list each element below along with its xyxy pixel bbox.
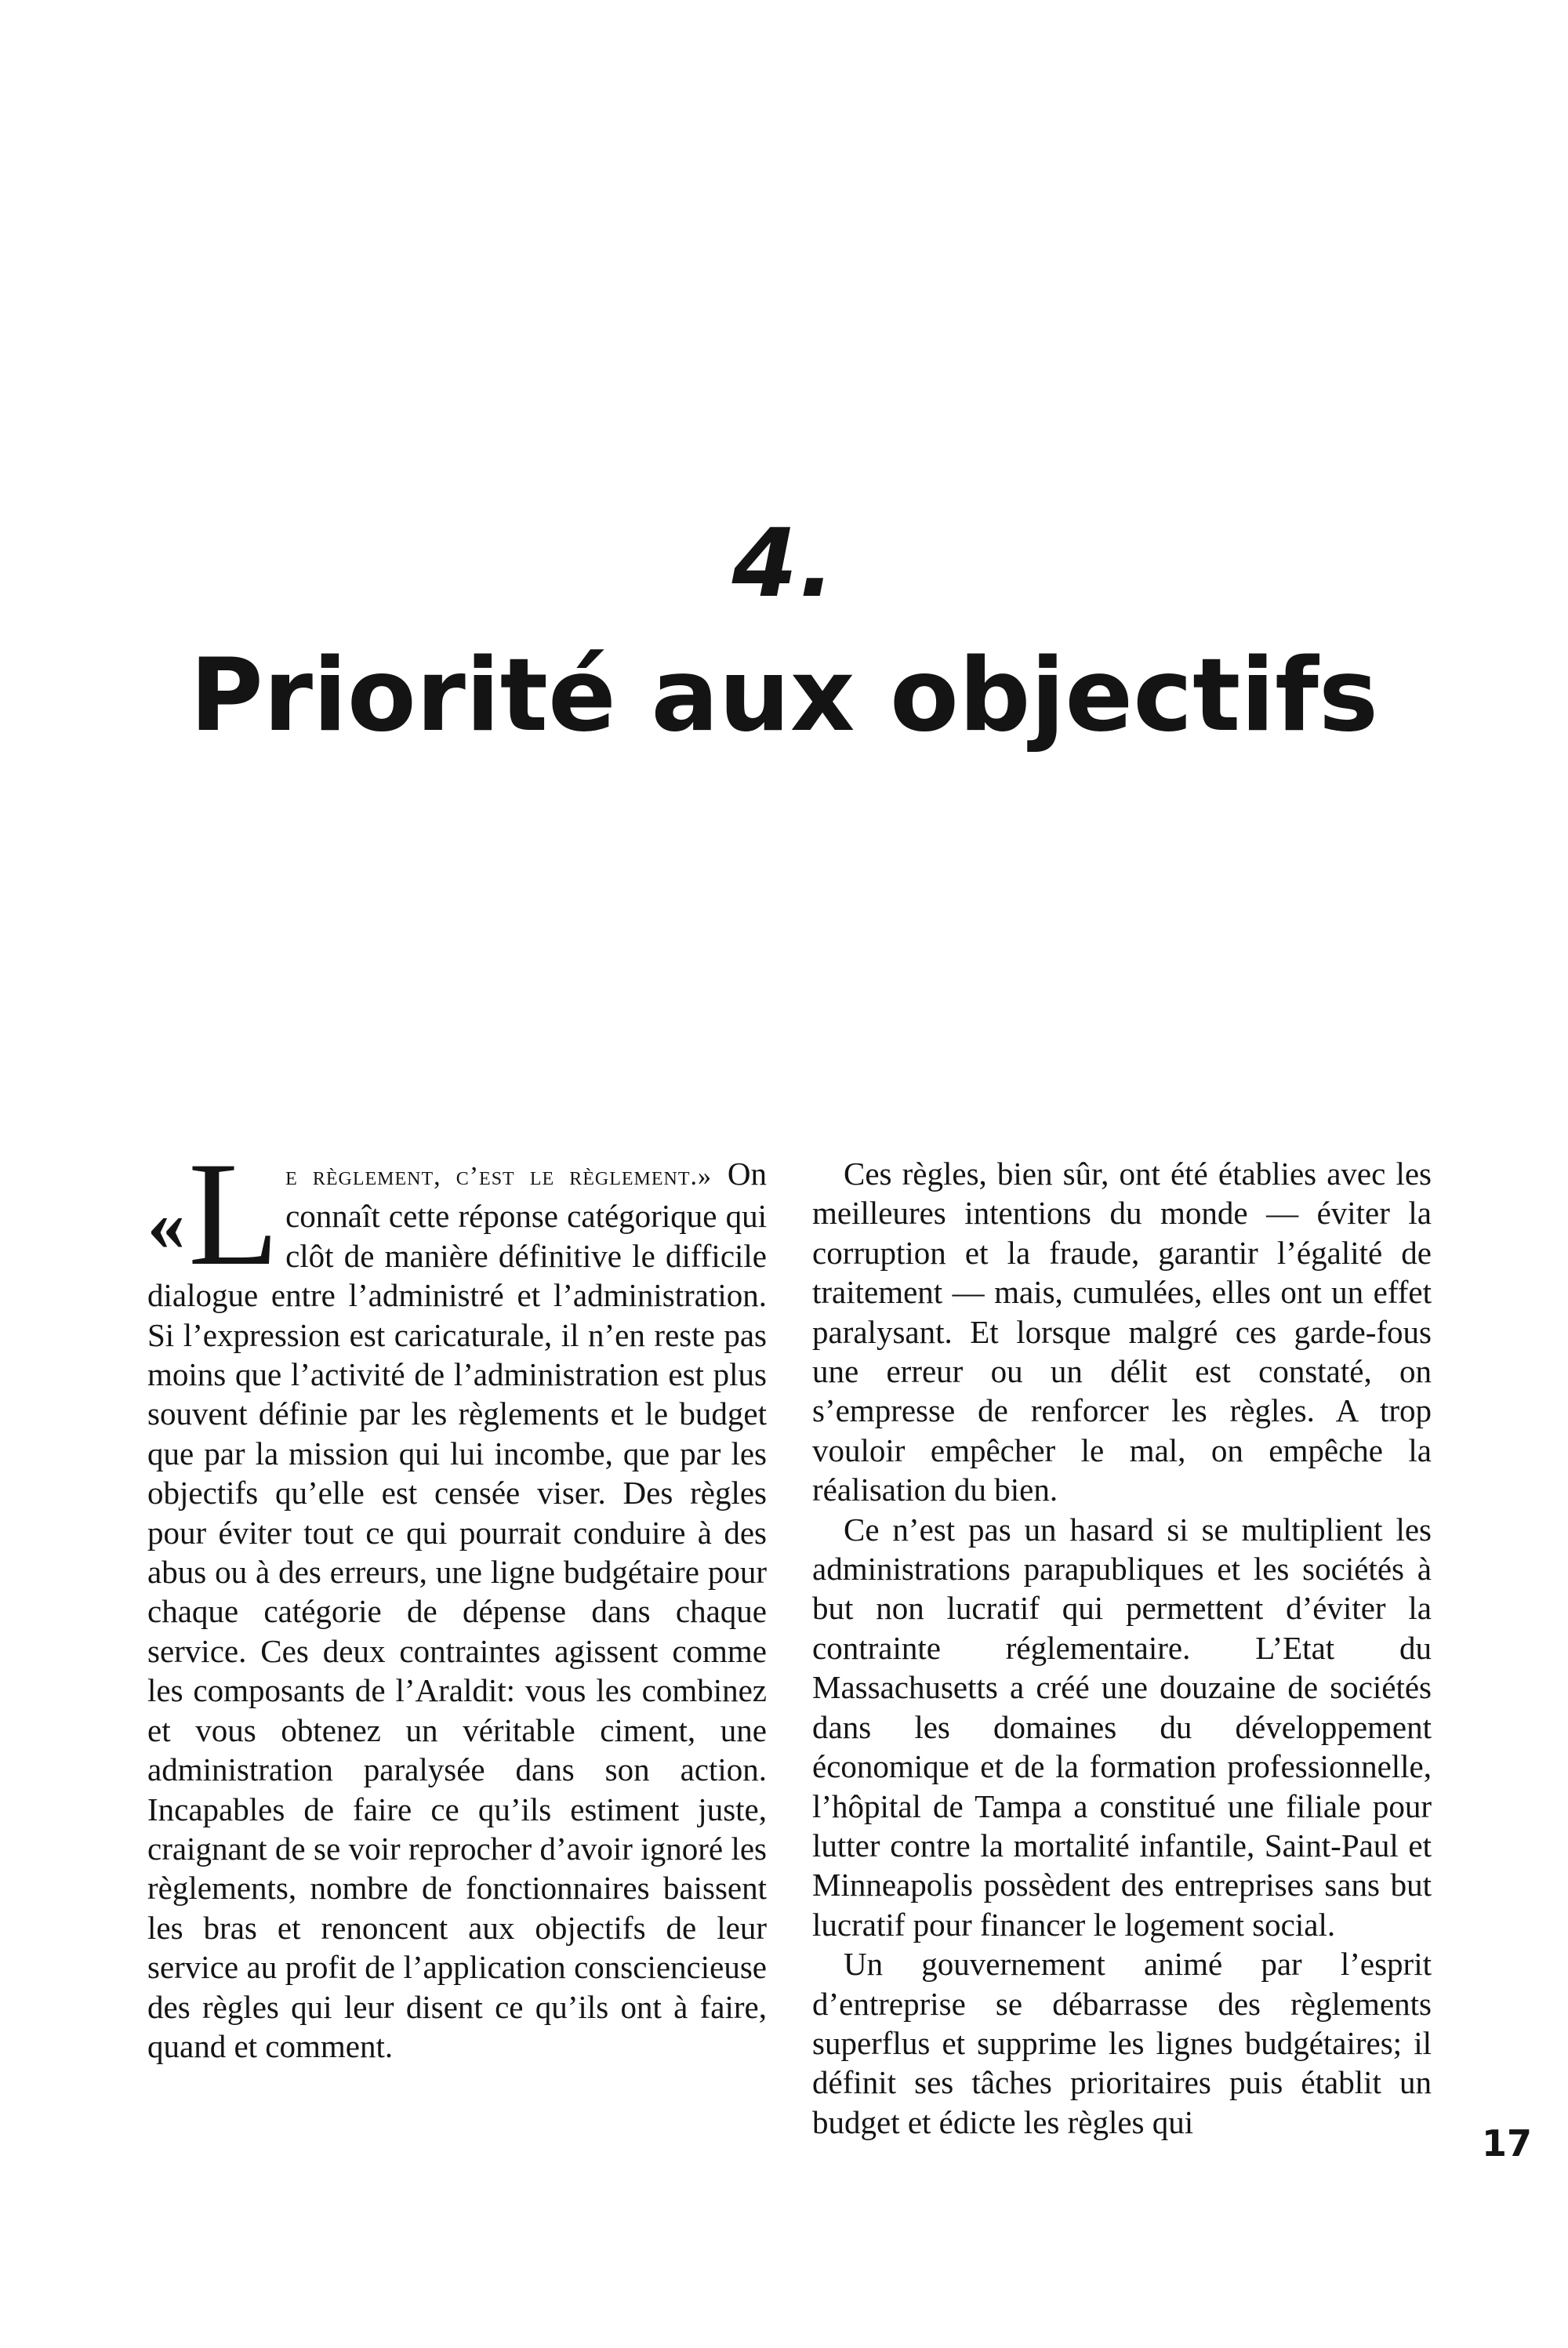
drop-cap-block <box>147 1132 280 1297</box>
right-column <box>812 1154 1432 2142</box>
paragraph: Ce n’est pas un hasard si se multiplient les administrations parapubliques et les sociétés à but non lucratif qui permettent d’éviter la contrainte réglementaire. L’Etat du Massachusetts a créé une douzaine de sociétés dans les domaines du développement économique et de la formation professionnelle, l’hôpital de Tampa a constitué une filiale pour lutter contre la mortalité infantile, Saint-Paul et Minneapolis possèdent des entreprises sans but lucratif pour financer le logement social. <box>812 1511 1432 1943</box>
drop-cap-letter: L <box>188 1132 280 1297</box>
opening-quote-mark: « <box>147 1182 185 1266</box>
left-column <box>147 1132 767 2066</box>
opening-smallcaps-text: e règlement, c’est le règlement.» <box>285 1162 713 1191</box>
page-number: 17 <box>1482 2122 1533 2165</box>
opening-paragraph <box>147 1132 767 2066</box>
paragraph: Ces règles, bien sûr, ont été établies avec les meilleures intentions du monde — éviter la corruption et la fraude, garantir l’égalité de traitement — mais, cumulées, elles ont un effet paralysant. Et lorsque malgré ces garde-fous une erreur ou un délit est constaté, on s’empresse de renforcer les règles. A trop vouloir empêcher le mal, on empêche la réalisation du bien. <box>812 1156 1432 1508</box>
paragraph: Un gouvernement animé par l’esprit d’entreprise se débarrasse des règlements superflus et supprime les lignes budgétaires; il définit ses tâches prioritaires puis établit un budget et édicte les règles qui <box>812 1946 1432 2140</box>
chapter-number: 4. <box>731 510 837 619</box>
chapter-title: Priorité aux objectifs <box>190 637 1378 754</box>
opening-paragraph-text: On connaît cette réponse catégorique qui clôt de manière définitive le difficile dialogue entre l’administré et l’administration. Si l’expression est caricaturale, il n’en reste pas moins que l’activité de l’administration est plus souvent définie par les règlements et le budget que par la mission qui lui incombe, que par les objectifs qu’elle est censée viser. Des règles pour éviter tout ce qui pourrait conduire à des abus ou à des erreurs, une ligne budgétaire pour chaque catégorie de dépense dans chaque service. Ces deux contraintes agissent comme les composants de l’Araldit: vous les combinez et vous obtenez un véritable ciment, une administration paralysée dans son action. Incapables de faire ce qu’ils estiment juste, craignant de se voir reprocher d’avoir ignoré les règlements, nombre de fonctionnaires baissent les bras et renoncent aux objectifs de leur service au profit de l’application consciencieuse des règles qui leur disent ce qu’ils ont à faire, quand et comment. <box>147 1156 767 2064</box>
